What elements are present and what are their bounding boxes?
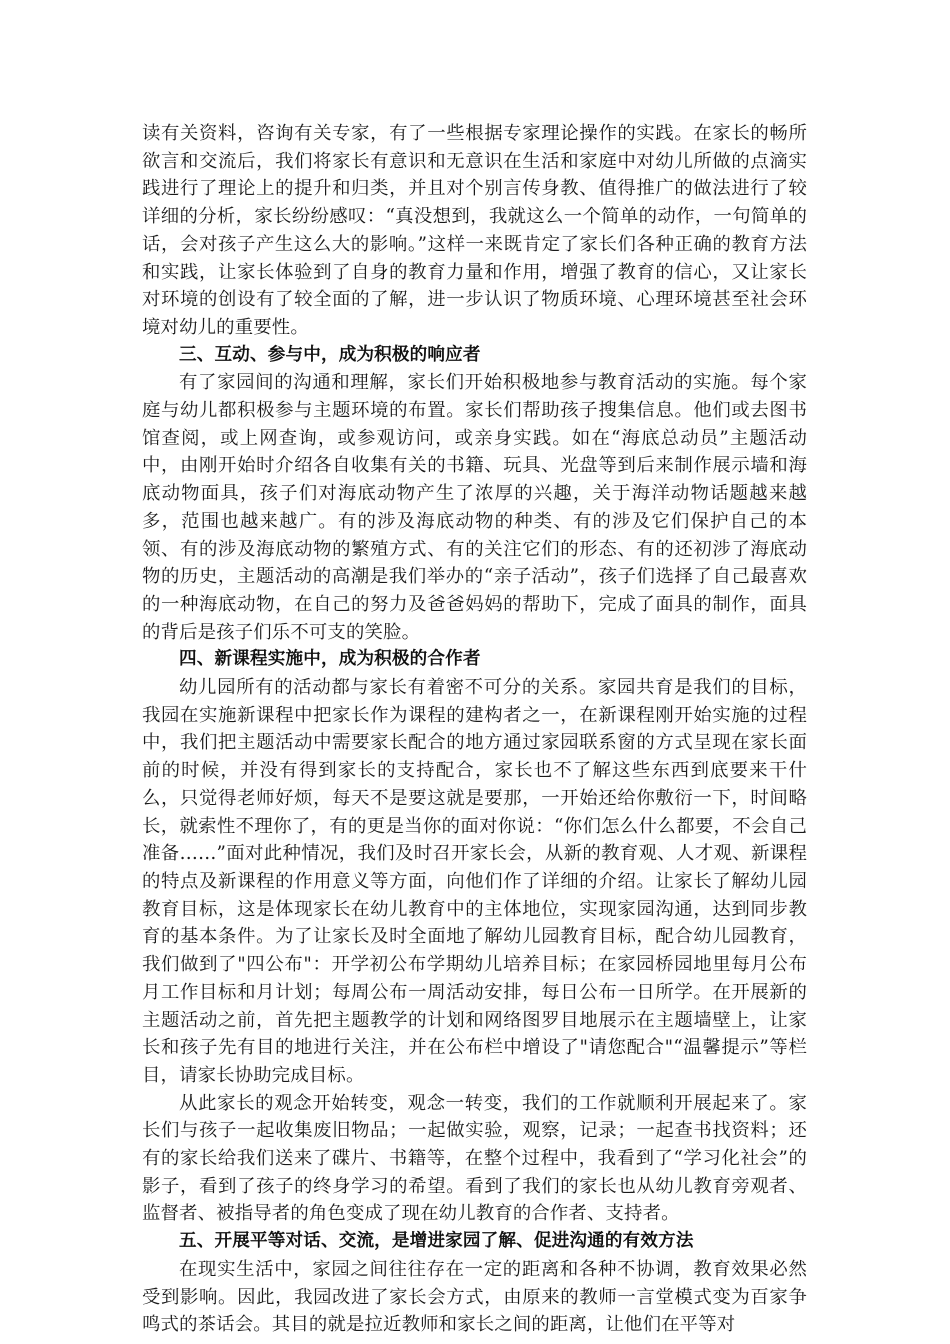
paragraph-parent-attitude-change: 从此家长的观念开始转变，观念一转变，我们的工作就顺利开展起来了。家长们与孩子一起收集废旧物品；一起做实验，观察，记录；一起查书找资料；还有的家长给我们送来了碟片、书籍等，在整个过程中，我看到了“学习化社会”的影子，看到了孩子的终身学习的希望。看到了我们的家长也从幼儿教育旁观者、监督者、被指导者的角色变成了现在幼儿教育的合作者、支持者。 <box>142 1092 807 1225</box>
section-heading-five: 五、开展平等对话、交流，是增进家园了解、促进沟通的有效方法 <box>179 1231 694 1252</box>
paragraph-parent-knowledge-exchange: 读有关资料，咨询有关专家，有了一些根据专家理论操作的实践。在家长的畅所欲言和交流后，我们将家长有意识和无意识在生活和家庭中对幼儿所做的点滴实践进行了理论上的提升和归类，并且对个别言传身教、值得推广的做法进行了较详细的分析，家长纷纷感叹：“真没想到，我就这么一个简单的动作，一句简单的话，会对孩子产生这么大的影响。”这样一来既肯定了家长们各种正确的教育方法和实践，让家长体验到了自身的教育力量和作用，增强了教育的信心，又让家长对环境的创设有了较全面的了解，进一步认识了物质环境、心理环境甚至社会环境对幼儿的重要性。 <box>142 123 807 338</box>
section-heading-four: 四、新课程实施中，成为积极的合作者 <box>179 649 481 670</box>
paragraph-new-curriculum: 幼儿园所有的活动都与家长有着密不可分的关系。家园共育是我们的目标，我园在实施新课程中把家长作为课程的建构者之一，在新课程刚开始实施的过程中，我们把主题活动中需要家长配合的地方通过家园联系窗的方式呈现在家长面前的时候，并没有得到家长的支持配合，家长也不了解这些东西到底要来干什么，只觉得老师好烦，每天不是要这就是要那，一开始还给你敷衍一下，时间略长，就索性不理你了，有的更是当你的面对你说：“你们怎么什么都要，不会自己准备……”面对此种情况，我们及时召开家长会，从新的教育观、人才观、新课程的特点及新课程的作用意义等方面，向他们作了详细的介绍。让家长了解幼儿园教育目标，这是体现家长在幼儿教育中的主体地位，实现家园沟通，达到同步教育的基本条件。为了让家长及时全面地了解幼儿园教育目标，配合幼儿园教育，我们做到了"四公布"：开学初公布学期幼儿培养目标；在家园桥园地里每月公布月工作目标和月计划；每周公布一周活动安排，每日公布一日所学。在开展新的主题活动之前，首先把主题教学的计划和网络图罗目地展示在主题墙壁上，让家长和孩子先有目的地进行关注，并在公布栏中增设了"请您配合"“温馨提示”等栏目，请家长协助完成目标。 <box>142 677 807 1086</box>
document-body <box>142 120 807 1339</box>
section-heading-three: 三、互动、参与中，成为积极的响应者 <box>179 344 481 365</box>
paragraph-equal-dialogue: 在现实生活中，家园之间往往存在一定的距离和各种不协调，教育效果必然受到影响。因此，我园改进了家长会方式，由原来的教师一言堂模式变为百家争鸣式的茶话会。其目的就是拉近教师和家长之间的距离，让他们在平等对 <box>142 1258 807 1336</box>
paragraph-parent-participation: 有了家园间的沟通和理解，家长们开始积极地参与教育活动的实施。每个家庭与幼儿都积极参与主题环境的布置。家长们帮助孩子搜集信息。他们或去图书馆查阅，或上网查询，或参观访问，或亲身实践。如在“海底总动员”主题活动中，由刚开始时介绍各自收集有关的书籍、玩具、光盘等到后来制作展示墙和海底动物面具，孩子们对海底动物产生了浓厚的兴趣，关于海洋动物话题越来越多，范围也越来越广。有的涉及海底动物的种类、有的涉及它们保护自己的本领、有的涉及海底动物的繁殖方式、有的关注它们的形态、有的还初涉了海底动物的历史，主题活动的高潮是我们举办的“亲子活动”，孩子们选择了自己最喜欢的一种海底动物，在自己的努力及爸爸妈妈的帮助下，完成了面具的制作，面具的背后是孩子们乐不可支的笑脸。 <box>142 372 807 643</box>
